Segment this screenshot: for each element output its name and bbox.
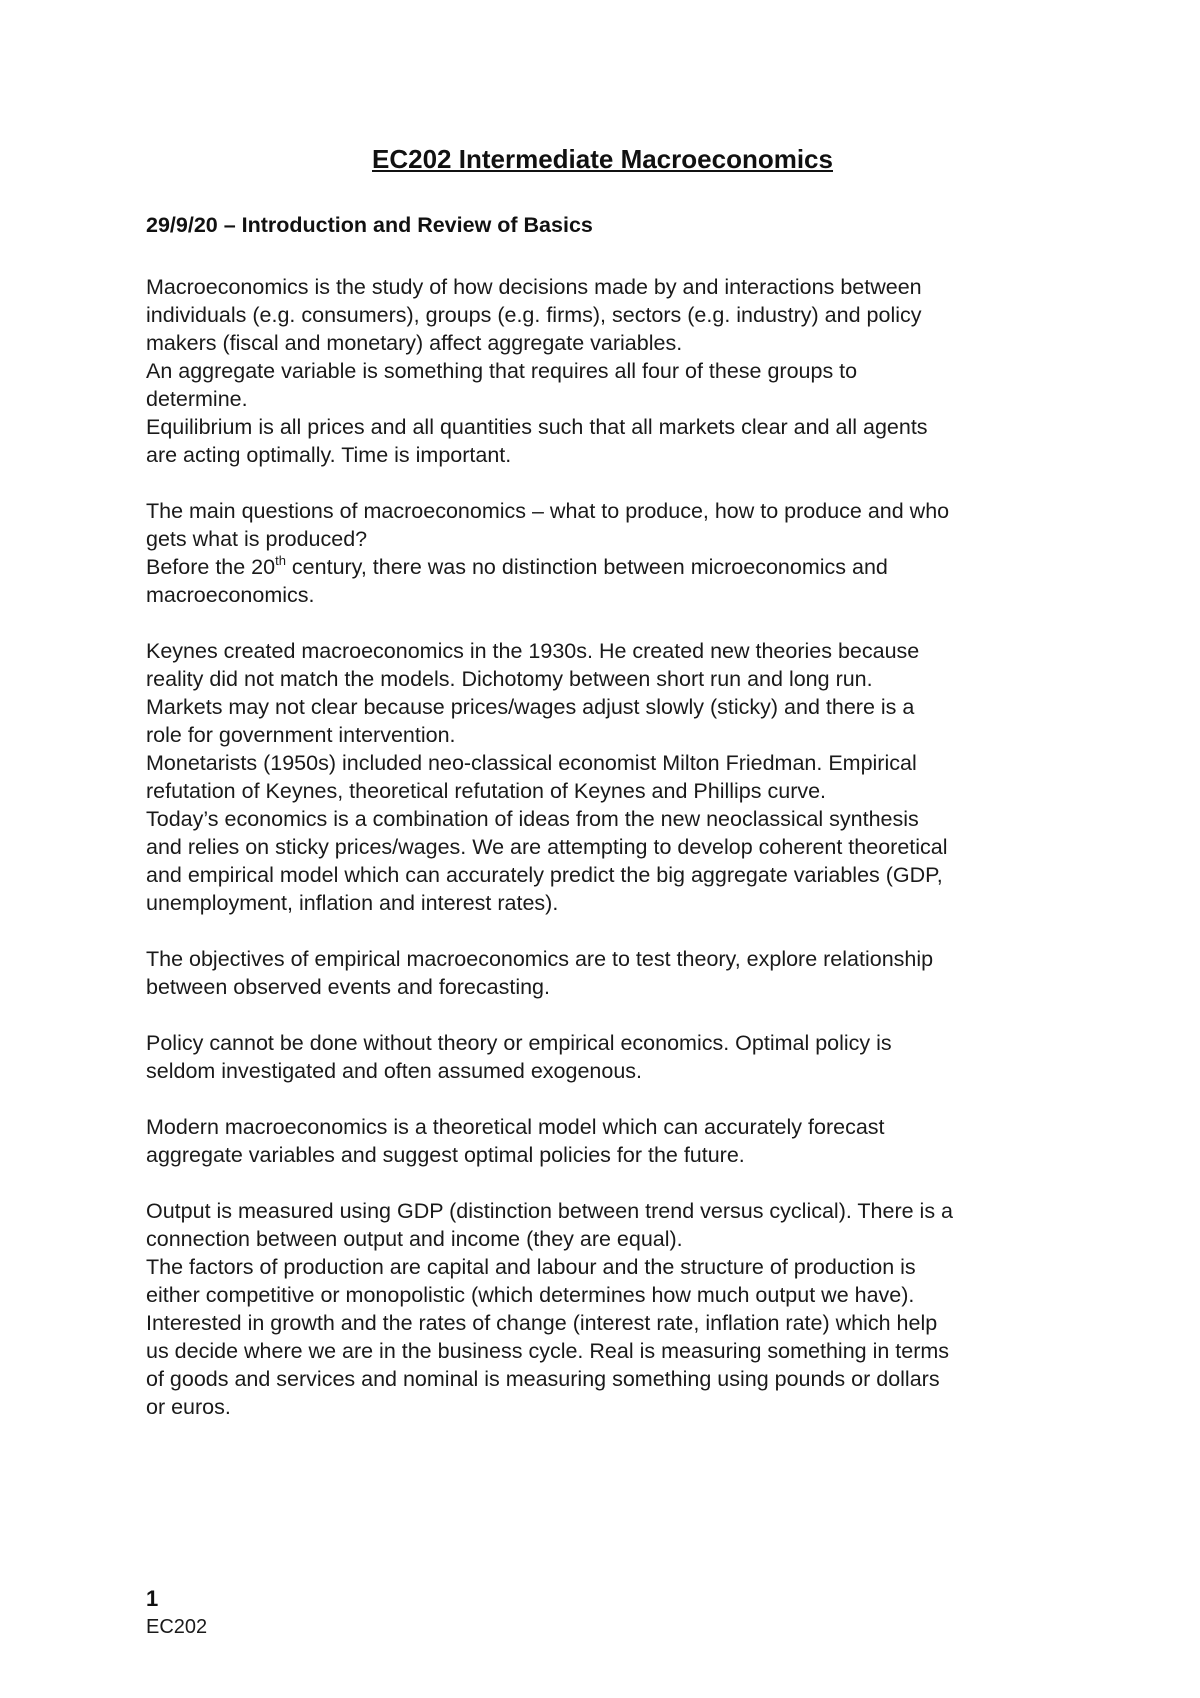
document-body [146,273,1071,1449]
text-line: Output is measured using GDP (distinction between trend versus cyclical). There is a [146,1199,954,1223]
text-line: either competitive or monopolistic (which determines how much output we have). [146,1283,915,1307]
text-line: Policy cannot be done without theory or empirical economics. Optimal policy is [146,1031,892,1055]
body-paragraph [146,1197,1071,1421]
text-run: Before the 20 [146,555,276,579]
text-line: role for government intervention. [146,723,456,747]
document-title: EC202 Intermediate Macroeconomics [372,144,833,174]
text-line: individuals (e.g. consumers), groups (e.g. firms), sectors (e.g. industry) and policy [146,303,922,327]
text-line: unemployment, inflation and interest rates). [146,891,559,915]
body-paragraph [146,945,1071,1001]
text-line: gets what is produced? [146,527,368,551]
text-line: reality did not match the models. Dichotomy between short run and long run. [146,667,873,691]
text-line: makers (fiscal and monetary) affect aggregate variables. [146,331,683,355]
text-line: The main questions of macroeconomics – what to produce, how to produce and who [146,499,950,523]
text-line: The factors of production are capital and labour and the structure of production is [146,1255,916,1279]
text-line: connection between output and income (they are equal). [146,1227,683,1251]
text-line: and relies on sticky prices/wages. We are attempting to develop coherent theoretical [146,835,948,859]
text-line: macroeconomics. [146,583,315,607]
text-line: Macroeconomics is the study of how decisions made by and interactions between [146,275,922,299]
superscript-ordinal: th [275,553,286,568]
text-run: century, there was no distinction between microeconomics and [285,555,888,579]
text-line: are acting optimally. Time is important. [146,443,512,467]
body-paragraph [146,497,1071,609]
text-line: aggregate variables and suggest optimal policies for the future. [146,1143,745,1167]
text-line: Markets may not clear because prices/wages adjust slowly (sticky) and there is a [146,695,915,719]
text-line: between observed events and forecasting. [146,975,550,999]
text-line: An aggregate variable is something that requires all four of these groups to [146,359,858,383]
text-line: Modern macroeconomics is a theoretical model which can accurately forecast [146,1115,885,1139]
footer-label: EC202 [146,1616,208,1638]
body-paragraph [146,1113,1071,1169]
text-line: Interested in growth and the rates of change (interest rate, inflation rate) which help [146,1311,938,1335]
body-paragraph [146,273,1071,469]
text-line-with-superscript [146,553,1071,581]
body-paragraph [146,637,1071,917]
text-line: determine. [146,387,248,411]
text-line: The objectives of empirical macroeconomics are to test theory, explore relationship [146,947,934,971]
text-line: of goods and services and nominal is measuring something using pounds or dollars [146,1367,940,1391]
text-line: Monetarists (1950s) included neo-classical economist Milton Friedman. Empirical [146,751,917,775]
body-paragraph [146,1029,1071,1085]
text-line: and empirical model which can accurately predict the big aggregate variables (GDP, [146,863,943,887]
text-line: refutation of Keynes, theoretical refutation of Keynes and Phillips curve. [146,779,827,803]
page-number: 1 [146,1586,159,1611]
lecture-heading: 29/9/20 – Introduction and Review of Basics [146,213,593,237]
text-line: us decide where we are in the business cycle. Real is measuring something in terms [146,1339,950,1363]
text-line: seldom investigated and often assumed exogenous. [146,1059,643,1083]
text-line: or euros. [146,1395,231,1419]
text-line: Equilibrium is all prices and all quantities such that all markets clear and all agents [146,415,928,439]
text-line: Keynes created macroeconomics in the 1930s. He created new theories because [146,639,920,663]
text-line: Today’s economics is a combination of ideas from the new neoclassical synthesis [146,807,919,831]
